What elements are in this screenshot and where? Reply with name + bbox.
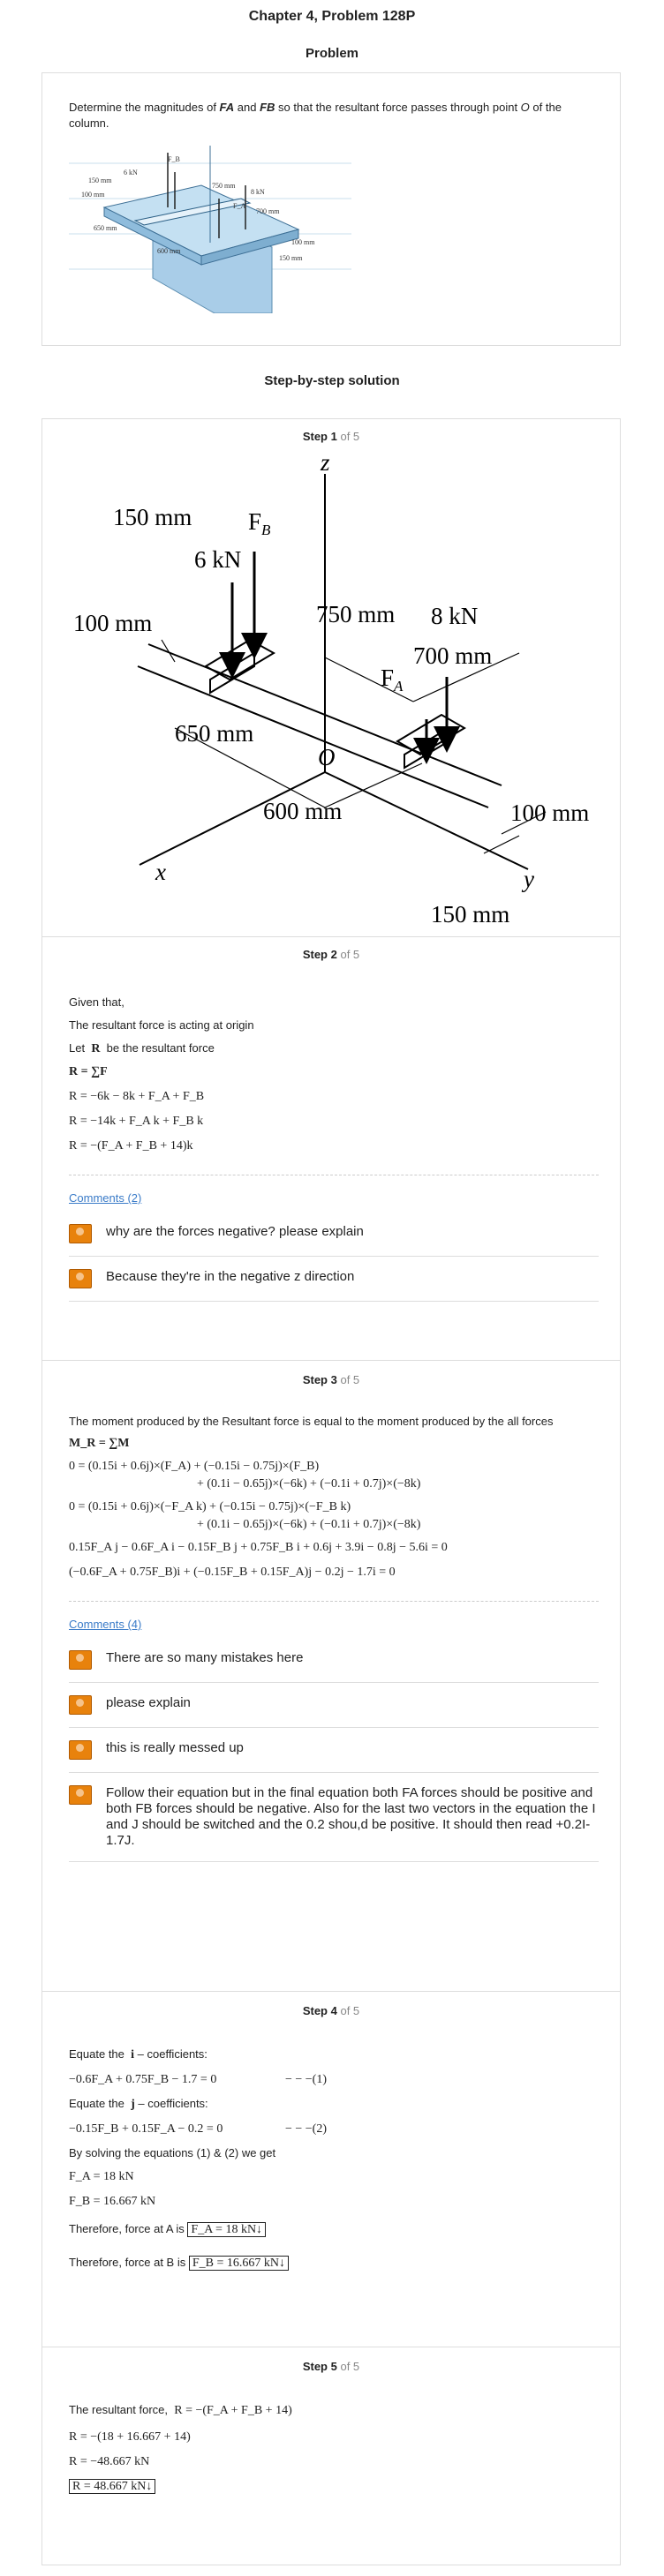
step4-answer-a: Therefore, force at A is F_A = 18 kN↓ <box>69 2221 599 2239</box>
thumb-label-150b: 150 mm <box>279 254 303 262</box>
comment-text: Because they're in the negative z direction <box>106 1269 355 1284</box>
step-2-card <box>42 936 621 1361</box>
load-6kn-label: 6 kN <box>194 546 242 573</box>
origin-label: O <box>318 744 336 770</box>
fb-label: $F_B$ <box>248 508 271 538</box>
step2-comments-link[interactable]: Comments (2) <box>69 1191 142 1205</box>
step4-fa: F_A = 18 kN <box>69 2170 134 2183</box>
problem-statement: Determine the magnitudes of FA and FB so that the resultant force passes through point O of the column. <box>69 101 562 130</box>
dim-600mm: 600 mm <box>263 798 343 824</box>
step-5-title: Step 5 of 5 <box>302 2360 360 2373</box>
step3-eq3: + (0.1i − 0.65j)×(−6k) + (−0.1i + 0.7j)×(−8k) <box>197 1477 421 1491</box>
step-3-card <box>42 1360 621 1992</box>
thumb-label-fb: F_B <box>168 155 180 163</box>
step5-answer: R = 48.667 kN↓ <box>69 2478 599 2496</box>
user-avatar-icon <box>69 1695 92 1715</box>
step3-eq6: 0.15F_A j − 0.6F_A i − 0.15F_B j + 0.75F_B i + 0.6j + 3.9i − 0.8j − 5.6i = 0 <box>69 1541 448 1554</box>
step5-eq2: R = −48.667 kN <box>69 2455 150 2468</box>
step-2-title: Step 2 of 5 <box>302 948 360 961</box>
thumb-label-100b: 100 mm <box>291 238 315 246</box>
y-label: y <box>524 866 534 892</box>
step-1-title: Step 1 of 5 <box>302 430 360 443</box>
step2-eq2: R = −6k − 8k + F_A + F_B <box>69 1090 205 1103</box>
step2-let: Let R be the resultant force <box>69 1041 215 1055</box>
comment-item <box>69 1638 599 1683</box>
step4-equate-i: Equate the i – coefficients: <box>69 2047 208 2062</box>
step2-eq1: R = ∑F <box>69 1065 108 1078</box>
thumb-label-700: 700 mm <box>256 207 280 215</box>
comment-text: Follow their equation but in the final equation both FA forces should be positive and both FB forces should be negative. Also for the last two vectors in the equation the I and J should be switched and the 0.2 shou,d be positive. It should then read +0.2I-1.7J. <box>106 1785 596 1848</box>
solution-heading: Step-by-step solution <box>264 373 400 388</box>
load-8kn-label: 8 kN <box>431 603 479 629</box>
step-1-card <box>42 418 621 937</box>
step4-solve: By solving the equations (1) & (2) we get <box>69 2146 276 2159</box>
comment-text: please explain <box>106 1695 191 1710</box>
step3-comments-link[interactable]: Comments (4) <box>69 1618 142 1631</box>
step3-eq4: 0 = (0.15i + 0.6j)×(−F_A k) + (−0.15i − 0.75j)×(−F_B k) <box>69 1500 351 1513</box>
thumb-label-8kn: 8 kN <box>251 188 265 196</box>
user-avatar-icon <box>69 1740 92 1760</box>
dim-100mm-right: 100 mm <box>510 800 590 826</box>
step3-intro: The moment produced by the Resultant force is equal to the moment produced by the all forces <box>69 1415 554 1428</box>
thumb-label-650: 650 mm <box>94 224 117 232</box>
thumb-label-fa: F_A <box>233 202 246 210</box>
page-title: Chapter 4, Problem 128P <box>248 9 416 24</box>
comment-item <box>69 1212 599 1257</box>
thumb-label-100a: 100 mm <box>81 191 105 199</box>
comment-item <box>69 1683 599 1728</box>
step-1-figure <box>42 454 620 935</box>
comment-text: this is really messed up <box>106 1740 244 1755</box>
dim-750mm: 750 mm <box>316 601 396 627</box>
step2-eq4: R = −(F_A + F_B + 14)k <box>69 1139 193 1153</box>
thumb-label-6kn: 6 kN <box>124 169 138 176</box>
comment-text: why are the forces negative? please explain <box>106 1224 364 1239</box>
comment-item <box>69 1773 599 1862</box>
z-label: z <box>321 454 330 476</box>
y-axis <box>325 772 528 869</box>
step2-given: Given that, <box>69 995 124 1009</box>
step-3-title: Step 3 of 5 <box>302 1373 360 1386</box>
step3-eq2: 0 = (0.15i + 0.6j)×(F_A) + (−0.15i − 0.75j)×(F_B) <box>69 1460 320 1473</box>
user-avatar-icon <box>69 1785 92 1805</box>
step4-equate-j: Equate the j – coefficients: <box>69 2097 208 2111</box>
comment-item <box>69 1257 599 1302</box>
dim-700mm: 700 mm <box>413 642 493 669</box>
step-4-card <box>42 1991 621 2347</box>
user-avatar-icon <box>69 1269 92 1288</box>
step5-eq1: R = −(18 + 16.667 + 14) <box>69 2430 191 2444</box>
dim-100mm-left: 100 mm <box>73 610 153 636</box>
fa-label: $F_A$ <box>381 665 404 695</box>
step3-eq7: (−0.6F_A + 0.75F_B)i + (−0.15F_B + 0.15F_A)j − 0.2j − 1.7i = 0 <box>69 1566 396 1579</box>
problem-card <box>42 72 621 346</box>
thumb-label-750: 750 mm <box>212 182 236 190</box>
dim-650mm: 650 mm <box>175 720 254 747</box>
step4-fb: F_B = 16.667 kN <box>69 2195 156 2208</box>
comment-item <box>69 1728 599 1773</box>
step2-eq3: R = −14k + F_A k + F_B k <box>69 1115 204 1128</box>
thumb-label-600: 600 mm <box>157 247 181 255</box>
user-avatar-icon <box>69 1650 92 1670</box>
step3-eq1: M_R = ∑M <box>69 1437 130 1450</box>
step3-eq5: + (0.1i − 0.65j)×(−6k) + (−0.1i + 0.7j)×(−8k) <box>197 1518 421 1531</box>
step-4-title: Step 4 of 5 <box>302 2004 360 2017</box>
comment-text: There are so many mistakes here <box>106 1650 304 1665</box>
step4-answer-b: Therefore, force at B is F_B = 16.667 kN↓ <box>69 2255 599 2272</box>
thumb-label-150a: 150 mm <box>88 176 112 184</box>
problem-figure-thumbnail <box>69 146 351 313</box>
user-avatar-icon <box>69 1224 92 1243</box>
step2-origin: The resultant force is acting at origin <box>69 1018 254 1032</box>
x-label: x <box>155 859 166 885</box>
step-5-card <box>42 2347 621 2565</box>
problem-heading: Problem <box>305 46 358 61</box>
step4-eq1: −0.6F_A + 0.75F_B − 1.7 = 0 − − −(1) <box>69 2073 328 2086</box>
dim-150mm-top: 150 mm <box>113 504 192 530</box>
step5-intro: The resultant force, R = −(F_A + F_B + 14) <box>69 2403 292 2417</box>
dim-150mm-bottom: 150 mm <box>431 901 510 928</box>
step4-eq2: −0.15F_B + 0.15F_A − 0.2 = 0 − − −(2) <box>69 2122 328 2136</box>
